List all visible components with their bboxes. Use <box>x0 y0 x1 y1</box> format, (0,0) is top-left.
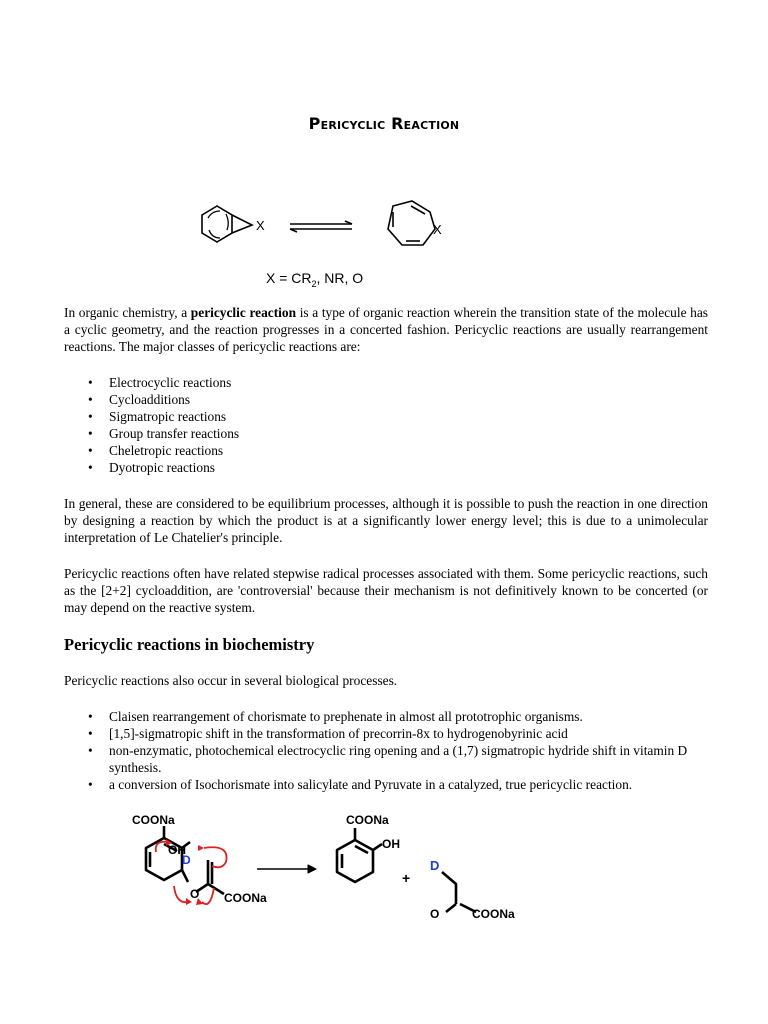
list-item: • Group transfer reactions <box>88 426 240 441</box>
equilibrium-paragraph: In general, these are considered to be equilibrium processes, although it is possible to push the reaction in one direction by designing a reaction by which the product is at a significantly lower energy level; this is due to a unimolecular interpretation of Le Chatelier's principle. <box>64 496 708 545</box>
classes-list <box>64 374 708 476</box>
substituent-caption: $X = CR_2$, NR, O <box>266 270 364 289</box>
list-item: • Dyotropic reactions <box>88 460 215 475</box>
right-ring-heptagon <box>388 201 435 245</box>
left-x-label: X <box>256 218 265 233</box>
coona-label-left: COONa <box>132 813 175 827</box>
coona-label-pyruvate: COONa <box>472 907 515 921</box>
oxygen-label-right: O <box>430 907 440 921</box>
list-item: • a conversion of Isochorismate into salicylate and Pyruvate in a catalyzed, true pericyclic reaction. <box>88 777 633 792</box>
biochem-list <box>64 708 708 793</box>
coona-side-label-left: COONa <box>224 891 267 905</box>
page-title: Pericyclic Reaction <box>308 114 460 133</box>
list-item: • Electrocyclic reactions <box>88 375 232 390</box>
pericyclic-term: pericyclic reaction <box>190 305 297 320</box>
deuterium-label-left: D <box>182 853 191 867</box>
list-item: • [1,5]-sigmatropic shift in the transformation of precorrin-8x to hydrogenobyrinic acid <box>88 726 568 741</box>
list-item: • non-enzymatic, photochemical electrocyclic ring opening and a (1,7) sigmatropic hydride shift in vitamin D synthesis. <box>88 743 688 775</box>
list-item: • Cheletropic reactions <box>88 443 224 458</box>
list-item: • Cycloadditions <box>88 392 191 407</box>
radical-paragraph: Pericyclic reactions often have related stepwise radical processes associated with them. Some pericyclic reactions, such as the [2+2] cycloaddition, are 'controversial' because their mechanism is not definitively known to be concerted (or may depend on the reactive system. <box>64 566 708 615</box>
deuterium-label-right: D <box>430 858 440 873</box>
oxygen-label-left: O <box>190 887 200 901</box>
list-item: • Sigmatropic reactions <box>88 409 227 424</box>
biochem-intro-paragraph: Pericyclic reactions also occur in several biological processes. <box>64 673 398 688</box>
intro-paragraph: In organic chemistry, a pericyclic reaction is a type of organic reaction wherein the transition state of the molecule has a cyclic geometry, and the reaction progresses in a concerted fashion. Pericyclic reactions are usually rearrangement reactions. The major classes of pericyclic reactions are: <box>64 305 708 354</box>
list-item: • Claisen rearrangement of chorismate to prephenate in almost all prototrophic organisms. <box>88 709 583 724</box>
oh-label-right: OH <box>382 837 400 851</box>
equilibrium-scheme <box>190 192 470 292</box>
coona-label-right: COONa <box>346 813 389 827</box>
left-ring-cyclopropane <box>232 215 252 233</box>
isochorismate-scheme <box>112 812 532 947</box>
right-x-label: X <box>433 222 442 237</box>
plus-sign: + <box>402 870 411 886</box>
section-heading-biochemistry: Pericyclic reactions in biochemistry <box>64 635 315 654</box>
oh-label-left: OH <box>168 843 186 857</box>
